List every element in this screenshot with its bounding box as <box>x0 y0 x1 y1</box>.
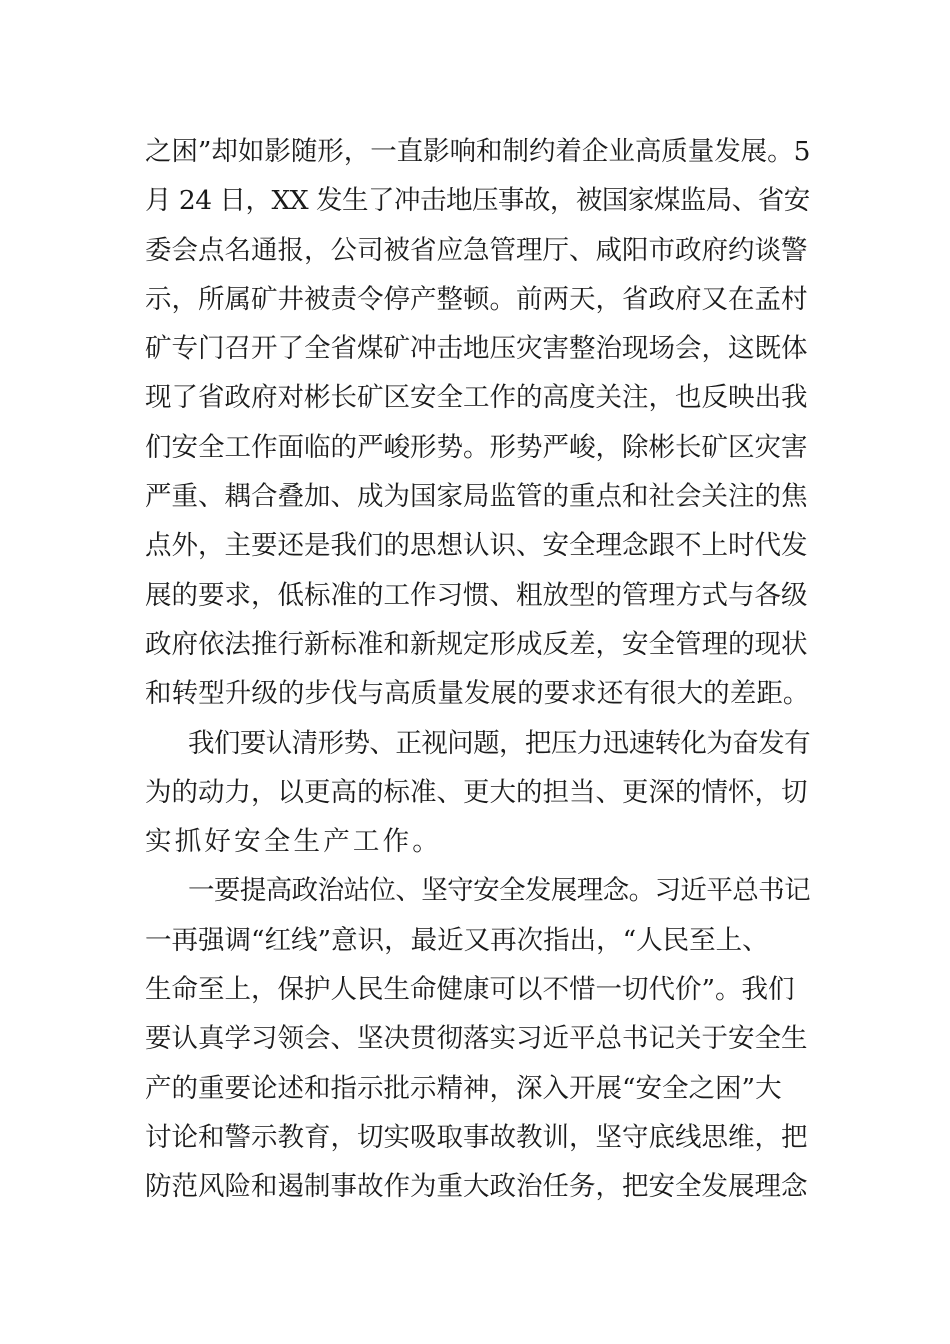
text-line: 严重、耦合叠加、成为国家局监管的重点和社会关注的焦 <box>145 481 808 513</box>
text-line: 现了省政府对彬长矿区安全工作的高度关注，也反映出我 <box>145 382 808 414</box>
text-line: 委会点名通报，公司被省应急管理厅、咸阳市政府约谈警 <box>145 234 808 266</box>
text-line: 生命至上，保护人民生命健康可以不惜一切代价”。我们 <box>145 974 795 1006</box>
text-line: 示，所属矿井被责令停产整顿。前两天，省政府又在孟村 <box>145 283 808 315</box>
text-line: 我们要认清形势、正视问题，把压力迅速转化为奋发有 <box>188 727 810 759</box>
text-line: 月 24 日，XX 发生了冲击地压事故，被国家煤监局、省安 <box>145 185 810 217</box>
text-line: 点外，主要还是我们的思想认识、安全理念跟不上时代发 <box>145 530 808 562</box>
text-line: 要认真学习领会、坚决贯彻落实习近平总书记关于安全生 <box>145 1023 808 1055</box>
text-line: 实抓好安全生产工作。 <box>145 826 442 858</box>
text-line: 一再强调“红线”意识，最近又再次指出，“人民至上、 <box>145 924 769 956</box>
text-line: 为的动力，以更高的标准、更大的担当、更深的情怀，切 <box>145 776 808 808</box>
text-line: 一要提高政治站位、坚守安全发展理念。习近平总书记 <box>188 875 810 907</box>
body-text <box>145 127 810 1212</box>
text-line: 们安全工作面临的严峻形势。形势严峻，除彬长矿区灾害 <box>145 431 808 463</box>
text-line: 之困”却如影随形，一直影响和制约着企业高质量发展。5 <box>145 136 811 167</box>
text-line: 产的重要论述和指示批示精神，深入开展“安全之困”大 <box>145 1072 782 1104</box>
text-line: 讨论和警示教育，切实吸取事故教训，坚守底线思维，把 <box>145 1121 808 1153</box>
text-line: 政府依法推行新标准和新规定形成反差，安全管理的现状 <box>145 628 808 660</box>
text-line: 防范风险和遏制事故作为重大政治任务，把安全发展理念 <box>145 1171 808 1203</box>
text-line: 展的要求，低标准的工作习惯、粗放型的管理方式与各级 <box>145 579 808 611</box>
text-line: 和转型升级的步伐与高质量发展的要求还有很大的差距。 <box>145 678 810 710</box>
text-line: 矿专门召开了全省煤矿冲击地压灾害整治现场会，这既体 <box>145 333 808 365</box>
